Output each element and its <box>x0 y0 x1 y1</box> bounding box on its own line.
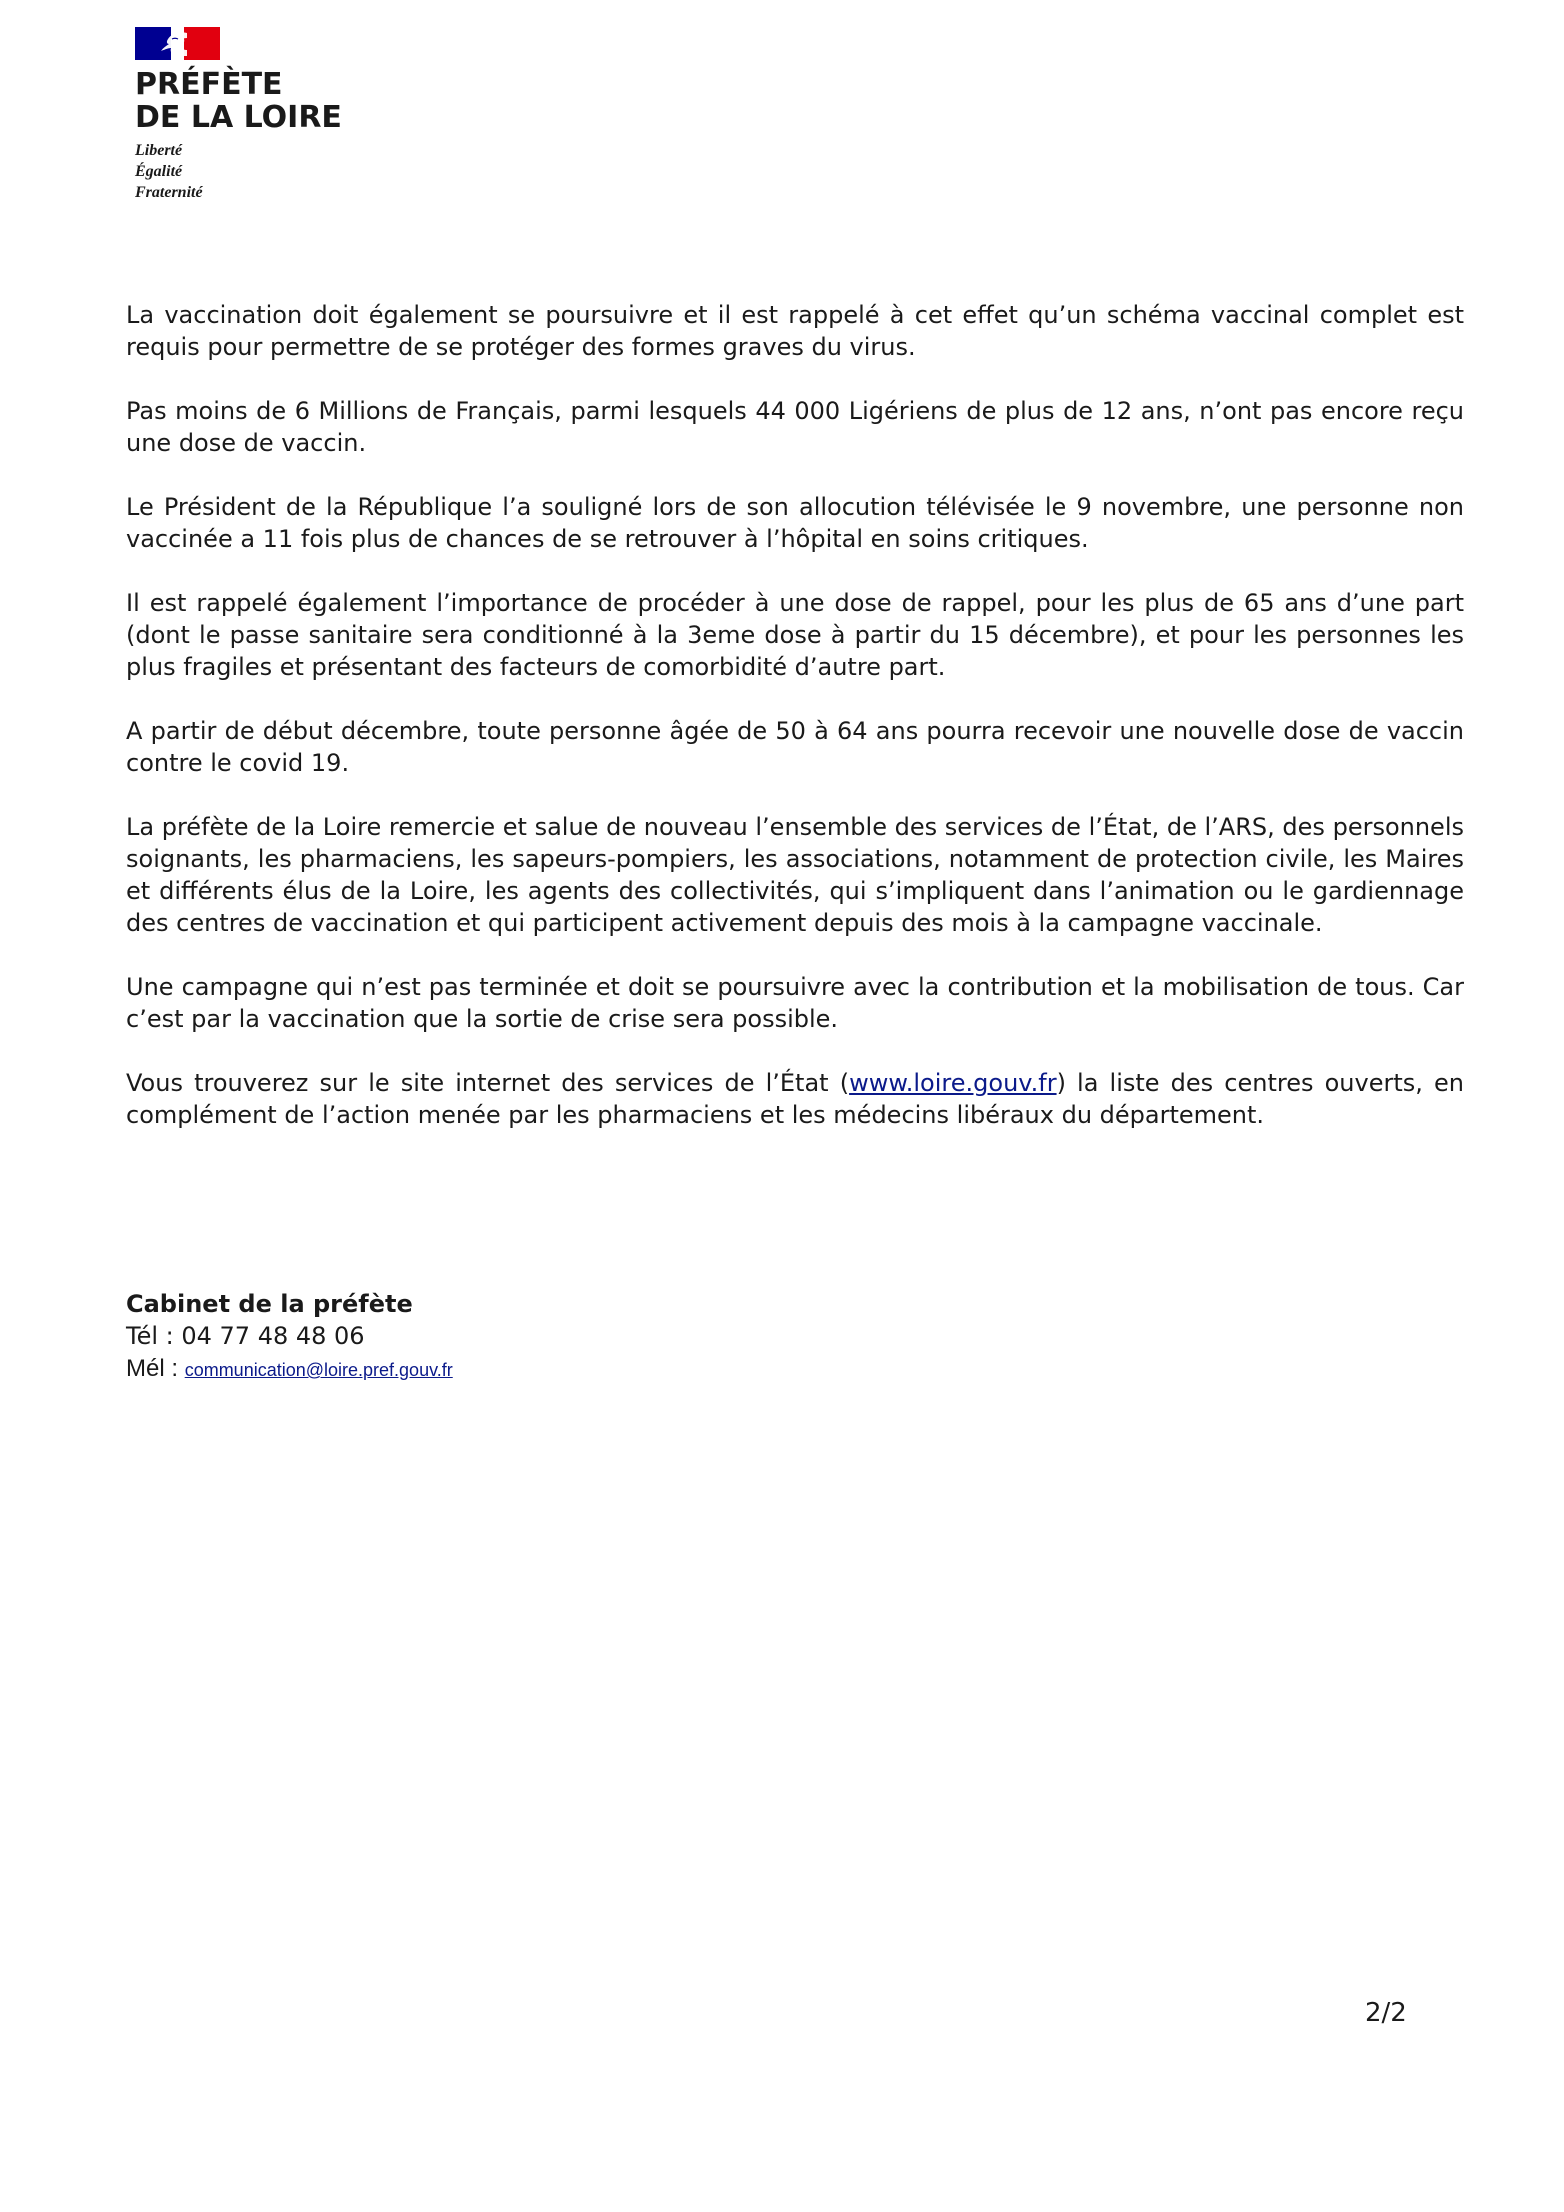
page-number: 2/2 <box>1365 1998 1407 2028</box>
paragraph-campaign: Une campagne qui n’est pas terminée et doit se poursuivre avec la contribution et la mobilisation de tous. Car c’est par la vaccination que la sortie de crise sera possible. <box>126 973 1464 1033</box>
french-flag <box>135 27 220 60</box>
contact-block <box>126 1288 453 1386</box>
paragraph-unvaccinated: Pas moins de 6 Millions de Français, parmi lesquels 44 000 Ligériens de plus de 12 ans, n’ont pas encore reçu une dose de vaccin. <box>126 397 1464 457</box>
cabinet-title: Cabinet de la préfète <box>126 1290 413 1318</box>
email-label: Mél : <box>126 1355 185 1382</box>
press-release-body <box>126 299 1464 1163</box>
paragraph-booster: Il est rappelé également l’importance de procéder à une dose de rappel, pour les plus de 65 ans d’une part (dont le passe sanitaire sera conditionné à la 3eme dose à partir du 15 décembre), et pour les personnes les plus fragiles et présentant des facteurs de comorbidité d’autre part. <box>126 589 1464 681</box>
prefecture-name-line1: PRÉFÈTE <box>135 67 283 102</box>
paragraph-vaccination: La vaccination doit également se poursuivre et il est rappelé à cet effet qu’un schéma vaccinal complet est requis pour permettre de se protéger des formes graves du virus. <box>126 301 1464 361</box>
motto-egalite: Égalité <box>135 163 183 180</box>
prefecture-name <box>135 68 342 134</box>
email-line <box>126 1352 453 1386</box>
prefecture-logo <box>135 27 342 203</box>
email-link[interactable]: communication@loire.pref.gouv.fr <box>184 1360 453 1380</box>
website-link[interactable]: www.loire.gouv.fr <box>849 1069 1057 1097</box>
prefecture-name-line2: DE LA LOIRE <box>135 100 342 135</box>
republic-motto <box>135 140 342 203</box>
marianne-icon <box>157 30 193 57</box>
website-text-after: ) la liste des centres ouverts, en complément de l’action menée par les pharmaciens et les médecins libéraux du département. <box>126 1069 1464 1129</box>
motto-fraternite: Fraternité <box>135 184 203 201</box>
paragraph-thanks: La préfète de la Loire remercie et salue de nouveau l’ensemble des services de l’État, de l’ARS, des personnels soignants, les pharmaciens, les sapeurs-pompiers, les associations, notamment de protection civile, les Maires et différents élus de la Loire, les agents des collectivités, qui s’impliquent dans l’animation ou le gardiennage des centres de vaccination et qui participent activement depuis des mois à la campagne vaccinale. <box>126 813 1464 937</box>
phone-number: Tél : 04 77 48 48 06 <box>126 1322 365 1350</box>
paragraph-december: A partir de début décembre, toute personne âgée de 50 à 64 ans pourra recevoir une nouvelle dose de vaccin contre le covid 19. <box>126 717 1464 777</box>
paragraph-president: Le Président de la République l’a souligné lors de son allocution télévisée le 9 novembre, une personne non vaccinée a 11 fois plus de chances de se retrouver à l’hôpital en soins critiques. <box>126 493 1464 553</box>
website-text-before: Vous trouverez sur le site internet des services de l’État ( <box>126 1069 850 1097</box>
motto-liberte: Liberté <box>135 142 183 159</box>
paragraph-website <box>126 1067 1464 1131</box>
